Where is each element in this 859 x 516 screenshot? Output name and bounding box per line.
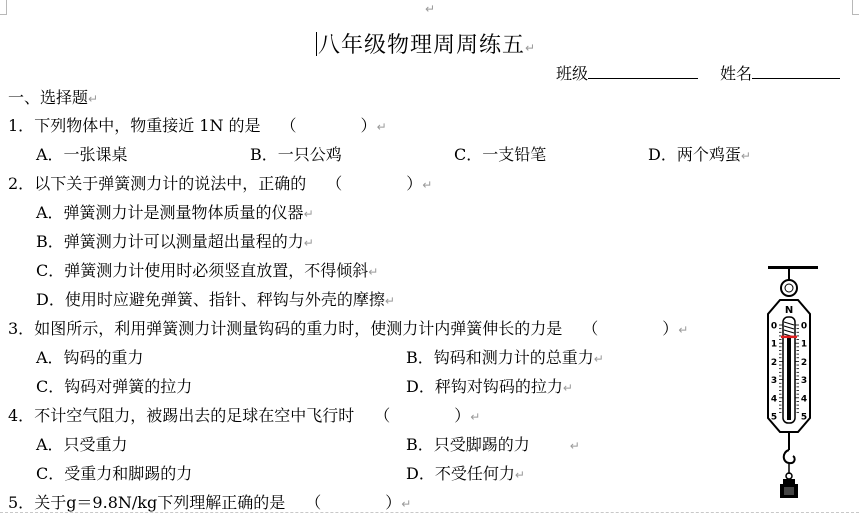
top-ring <box>781 280 797 296</box>
title-text: 八年级物理周周练五 <box>318 33 526 58</box>
question-3: 3．如图所示，利用弹簧测力计测量钩码的重力时，使测力计内弹簧伸长的力是 （ ）↵ <box>8 319 689 338</box>
question-text: 如图所示，利用弹簧测力计测量钩码的重力时，使测力计内弹簧伸长的力是 <box>34 319 563 338</box>
q4-option-c: C．受重力和脚踢的力 <box>36 464 193 483</box>
scale-label-left: 4 <box>770 394 778 405</box>
hook <box>784 450 795 463</box>
q3-option-c: C．钩码对弹簧的拉力 <box>36 377 193 396</box>
question-text: 下列物体中，物重接近 1N 的是 <box>34 116 261 135</box>
question-text: 以下关于弹簧测力计的说法中，正确的 <box>34 174 307 193</box>
answer-parentheses: （ ） <box>305 493 402 512</box>
name-label: 姓名 <box>720 64 753 83</box>
class-blank[interactable] <box>588 77 698 79</box>
scale-label-right: 2 <box>800 357 808 368</box>
page-corner-top-left <box>0 0 7 15</box>
question-number: 3． <box>8 319 35 338</box>
text-cursor <box>316 32 317 56</box>
scale-label-left: 0 <box>770 321 778 332</box>
question-text: 不计空气阻力，被踢出去的足球在空中飞行时 <box>34 406 355 425</box>
q4-option-b: B．只受脚踢的力 ↵ <box>406 435 580 454</box>
question-1: 1．下列物体中，物重接近 1N 的是 （ ）↵ <box>8 116 387 135</box>
question-5: 5．关于g＝9.8N/kg下列理解正确的是 （ ）↵ <box>8 493 412 512</box>
scale-label-right: 1 <box>800 339 808 350</box>
question-4: 4．不计空气阻力，被踢出去的足球在空中飞行时 （ ）↵ <box>8 406 481 425</box>
q2-option-a: A．弹簧测力计是测量物体质量的仪器↵ <box>36 203 314 222</box>
spring-scale-figure <box>760 262 824 512</box>
page-bottom-edge <box>0 512 859 513</box>
paragraph-mark: ↵ <box>425 2 436 16</box>
question-number: 4． <box>8 406 35 425</box>
support-bar <box>768 266 818 269</box>
class-field <box>556 61 698 84</box>
scale-label-left: 3 <box>770 376 778 387</box>
q3-option-d: D．秤钩对钩码的拉力↵ <box>406 377 573 396</box>
answer-parentheses: （ ） <box>280 116 377 135</box>
q1-option-d: D．两个鸡蛋↵ <box>648 145 751 164</box>
q3-option-b: B．钩码和测力计的总重力↵ <box>406 348 604 367</box>
name-field <box>720 61 840 84</box>
q4-option-a: A．只受重力 <box>36 435 128 454</box>
q3-option-a: A．钩码的重力 <box>36 348 144 367</box>
scale-label-right: 3 <box>800 376 808 387</box>
scale-label-right: 4 <box>800 394 808 405</box>
page-title <box>316 28 536 59</box>
q2-option-b: B．弹簧测力计可以测量超出量程的力↵ <box>36 232 314 251</box>
q1-option-b: B．一只公鸡 <box>250 145 342 164</box>
answer-parentheses: （ ） <box>326 174 423 193</box>
q2-option-d: D．使用时应避免弹簧、指针、秤钩与外壳的摩擦↵ <box>36 290 395 309</box>
q4-option-d: D．不受任何力↵ <box>406 464 525 483</box>
q2-option-c: C．弹簧测力计使用时必须竖直放置，不得倾斜↵ <box>36 261 379 280</box>
q1-option-a: A．一张课桌 <box>36 145 128 164</box>
question-number: 5． <box>8 493 35 512</box>
unit-label: N <box>784 305 794 316</box>
answer-parentheses: （ ） <box>582 319 679 338</box>
question-number: 1． <box>8 116 35 135</box>
question-2: 2．以下关于弹簧测力计的说法中，正确的 （ ）↵ <box>8 174 433 193</box>
paragraph-mark: ↵ <box>525 41 537 55</box>
q1-option-c: C．一支铅笔 <box>454 145 547 164</box>
scale-label-left: 2 <box>770 357 778 368</box>
scale-label-right: 0 <box>800 321 808 332</box>
section-heading: 一、选择题↵ <box>8 88 99 107</box>
name-blank[interactable] <box>752 77 840 79</box>
scale-label-left: 5 <box>770 412 778 423</box>
question-text: 关于g＝9.8N/kg下列理解正确的是 <box>34 493 286 512</box>
scale-label-left: 1 <box>770 339 778 350</box>
answer-parentheses: （ ） <box>374 406 471 425</box>
scale-label-right: 5 <box>800 412 808 423</box>
page-corner-top-right <box>852 0 859 15</box>
question-number: 2． <box>8 174 35 193</box>
class-label: 班级 <box>556 64 589 83</box>
